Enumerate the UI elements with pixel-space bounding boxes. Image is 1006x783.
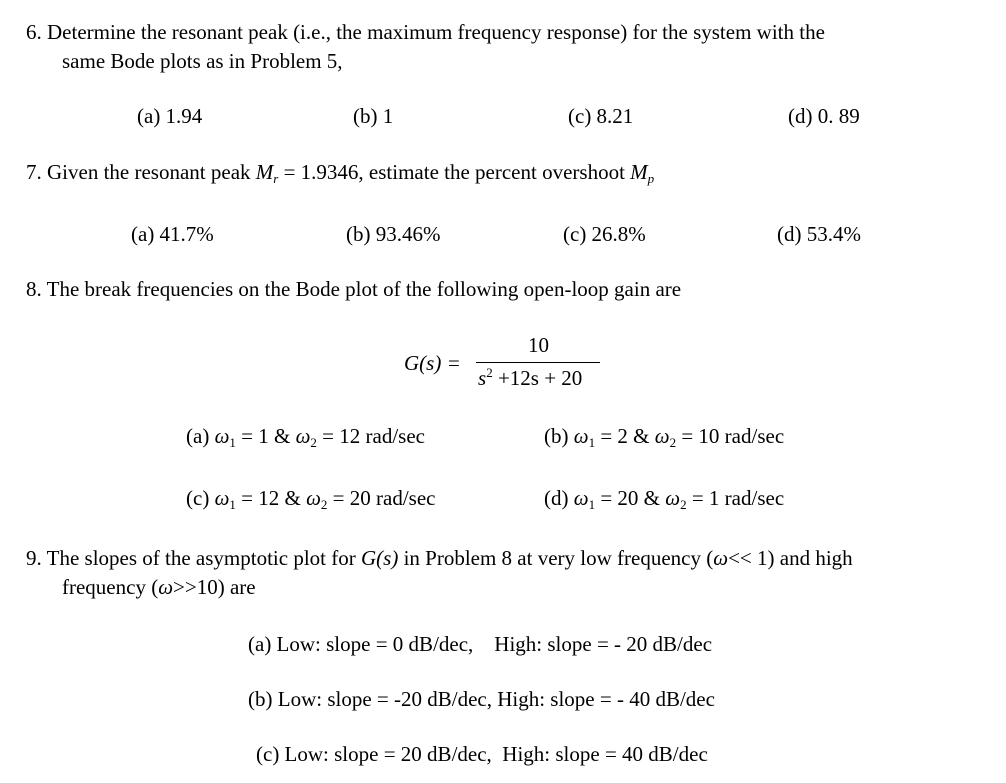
omega-subscript: 2 — [669, 435, 677, 450]
omega-symbol: ω — [713, 546, 729, 570]
q9-gs: G(s) — [360, 546, 399, 570]
q8-option-d — [544, 486, 784, 513]
q6-question-line1: 6. Determine the resonant peak (i.e., the maximum frequency response) for the system with the — [26, 20, 825, 44]
q9-question-line1 — [26, 546, 853, 571]
q6-option-c: (c) 8.21 — [568, 104, 634, 128]
q9-option-c: (c) Low: slope = 20 dB/dec, High: slope = 40 dB/dec — [256, 742, 708, 766]
omega-symbol: ω — [158, 575, 174, 599]
q8-option-b — [544, 424, 784, 451]
q9-text: frequency ( — [62, 575, 159, 599]
formula-denominator — [478, 365, 582, 391]
q9-question-line2 — [62, 575, 256, 600]
denominator-s: s — [478, 366, 487, 390]
option-value: = 1 rad/sec — [686, 486, 785, 510]
omega-subscript: 1 — [588, 435, 596, 450]
q7-mp-subscript: p — [647, 171, 655, 186]
q8-question: 8. The break frequencies on the Bode plot of the following open-loop gain are — [26, 277, 682, 301]
q7-mid: = 1.9346, estimate the percent overshoot — [278, 160, 631, 184]
formula-lhs: G(s) = — [404, 351, 461, 375]
option-label: (c) — [186, 486, 215, 510]
option-label: (d) — [544, 486, 574, 510]
omega-subscript: 1 — [588, 497, 596, 512]
option-value: = 10 rad/sec — [676, 424, 785, 448]
q7-option-c: (c) 26.8% — [563, 222, 646, 246]
q9-text: in Problem 8 at very low frequency ( — [398, 546, 714, 570]
q9-text: >>10) are — [173, 575, 256, 599]
option-value: = 2 & — [595, 424, 655, 448]
omega-symbol: ω — [306, 486, 321, 510]
omega-symbol: ω — [665, 486, 681, 510]
q7-option-d: (d) 53.4% — [777, 222, 861, 246]
q9-text: << 1) and high — [728, 546, 853, 570]
option-value: = 12 rad/sec — [316, 424, 425, 448]
q7-mr-symbol: M — [255, 160, 274, 184]
q7-question — [26, 160, 654, 187]
option-value: = 20 rad/sec — [327, 486, 436, 510]
q6-question-line2: same Bode plots as in Problem 5, — [62, 49, 343, 73]
omega-symbol: ω — [295, 424, 311, 448]
option-label: (a) — [186, 424, 215, 448]
q6-option-a: (a) 1.94 — [137, 104, 203, 128]
omega-subscript: 1 — [229, 497, 236, 512]
omega-subscript: 2 — [680, 497, 687, 512]
q6-option-d: (d) 0. 89 — [788, 104, 860, 128]
formula-numerator: 10 — [528, 333, 549, 357]
q7-option-b: (b) 93.46% — [346, 222, 441, 246]
option-label: (b) — [544, 424, 574, 448]
q7-mr-subscript: r — [273, 171, 279, 186]
q7-option-a: (a) 41.7% — [131, 222, 214, 246]
option-value: = 12 & — [235, 486, 307, 510]
fraction-bar — [476, 362, 600, 363]
omega-subscript: 1 — [229, 435, 236, 450]
q8-option-c — [186, 486, 435, 513]
omega-symbol: ω — [573, 424, 589, 448]
q9-option-b: (b) Low: slope = -20 dB/dec, High: slope = - 40 dB/dec — [248, 687, 715, 711]
q9-text: 9. The slopes of the asymptotic plot for — [26, 546, 361, 570]
denominator-exponent: 2 — [486, 365, 493, 380]
omega-symbol: ω — [214, 424, 230, 448]
omega-subscript: 2 — [310, 435, 317, 450]
omega-symbol: ω — [573, 486, 589, 510]
denominator-rest: +12s + 20 — [492, 366, 583, 390]
omega-symbol: ω — [214, 486, 230, 510]
q6-option-b: (b) 1 — [353, 104, 394, 128]
transfer-function-formula — [404, 333, 604, 393]
q7-prefix: 7. Given the resonant peak — [26, 160, 256, 184]
q8-option-a — [186, 424, 425, 451]
q7-mp-symbol: M — [630, 160, 648, 184]
option-value: = 1 & — [235, 424, 296, 448]
omega-symbol: ω — [654, 424, 670, 448]
omega-subscript: 2 — [320, 497, 328, 512]
q9-option-a: (a) Low: slope = 0 dB/dec, High: slope = - 20 dB/dec — [248, 632, 713, 656]
option-value: = 20 & — [595, 486, 666, 510]
